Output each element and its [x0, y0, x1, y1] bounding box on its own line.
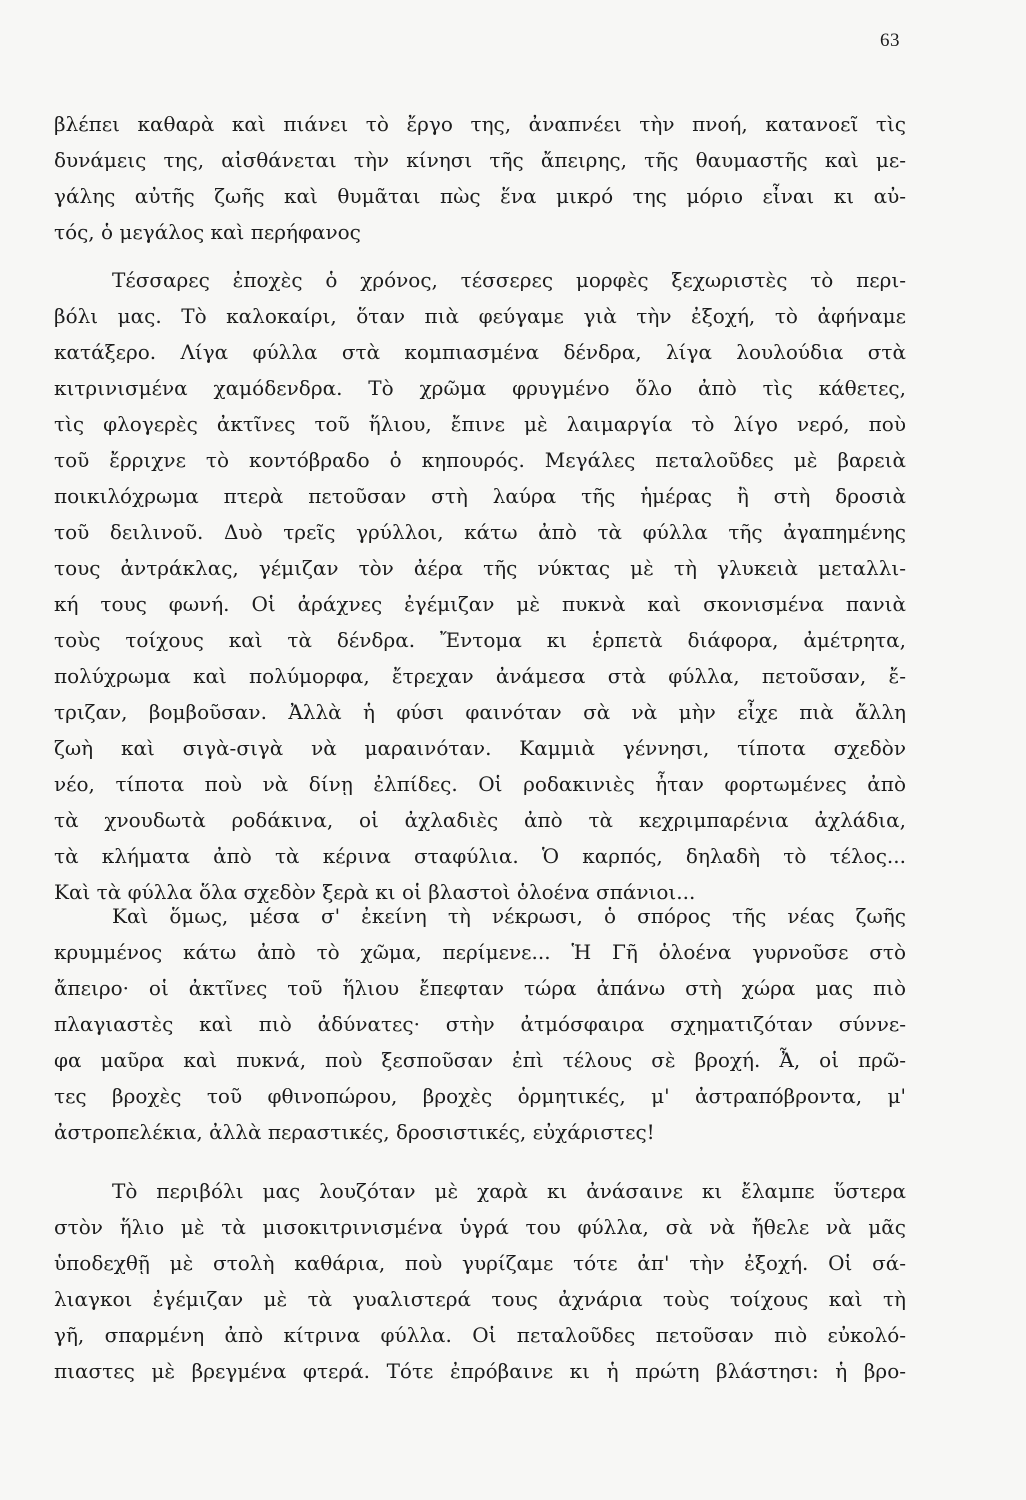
text-line: φα μαῦρα καὶ πυκνά, ποὺ ξεσποῦσαν ἐπὶ τέλους σὲ βροχή. Ἆ, οἱ πρῶ- [54, 1048, 906, 1072]
text-line: Καὶ τὰ φύλλα ὅλα σχεδὸν ξερὰ κι οἱ βλαστοὶ ὁλοένα σπάνιοι... [54, 880, 696, 904]
text-line: κρυμμένος κάτω ἀπὸ τὸ χῶμα, περίμενε... Ἡ Γῆ ὁλοένα γυρνοῦσε στὸ [54, 940, 906, 964]
text-line: ποικιλόχρωμα πτερὰ πετοῦσαν στὴ λαύρα τῆς ἡμέρας ἢ στὴ δροσιὰ [54, 484, 906, 508]
paragraph-1 [54, 106, 906, 250]
text-line: κιτρινισμένα χαμόδενδρα. Τὸ χρῶμα φρυγμένο ὅλο ἀπὸ τὶς κάθετες, [54, 376, 906, 400]
text-line: λιαγκοι ἐγέμιζαν μὲ τὰ γυαλιστερά τους ἀχνάρια τοὺς τοίχους καὶ τὴ [54, 1287, 906, 1311]
text-line: γάλης αὐτῆς ζωῆς καὶ θυμᾶται πὼς ἕνα μικρό της μόριο εἶναι κι αὐ- [54, 184, 906, 208]
text-line: τες βροχὲς τοῦ φθινοπώρου, βροχὲς ὁρμητικές, μ' ἀστραπόβροντα, μ' [54, 1084, 906, 1108]
text-line: πιαστες μὲ βρεγμένα φτερά. Τότε ἐπρόβαινε κι ἡ πρώτη βλάστησι: ἡ βρο- [54, 1359, 906, 1383]
text-line: βλέπει καθαρὰ καὶ πιάνει τὸ ἔργο της, ἀναπνέει τὴν πνοή, κατανοεῖ τὶς [54, 112, 906, 136]
text-line: Τὸ περιβόλι μας λουζόταν μὲ χαρὰ κι ἀνάσαινε κι ἔλαμπε ὕστερα [112, 1179, 906, 1203]
text-line: πολύχρωμα καὶ πολύμορφα, ἔτρεχαν ἀνάμεσα στὰ φύλλα, πετοῦσαν, ἔ- [54, 664, 906, 688]
text-line: τοῦ δειλινοῦ. Δυὸ τρεῖς γρύλλοι, κάτω ἀπὸ τὰ φύλλα τῆς ἀγαπημένης [54, 520, 906, 544]
text-line: ἀστροπελέκια, ἀλλὰ περαστικές, δροσιστικές, εὐχάριστες! [54, 1120, 655, 1144]
page-number: 63 [880, 30, 900, 51]
text-line: νέο, τίποτα ποὺ νὰ δίνῃ ἐλπίδες. Οἱ ροδακινιὲς ἦταν φορτωμένες ἀπὸ [54, 772, 906, 796]
text-line: γῆ, σπαρμένη ἀπὸ κίτρινα φύλλα. Οἱ πεταλοῦδες πετοῦσαν πιὸ εὐκολό- [54, 1323, 906, 1347]
text-line: τριζαν, βομβοῦσαν. Ἀλλὰ ἡ φύσι φαινόταν σὰ νὰ μὴν εἶχε πιὰ ἄλλη [54, 700, 906, 724]
text-line: τὶς φλογερὲς ἀκτῖνες τοῦ ἥλιου, ἔπινε μὲ λαιμαργία τὸ λίγο νερό, ποὺ [54, 412, 906, 436]
text-line: βόλι μας. Τὸ καλοκαίρι, ὅταν πιὰ φεύγαμε γιὰ τὴν ἐξοχή, τὸ ἀφήναμε [54, 304, 906, 328]
text-line: τοῦ ἔρριχνε τὸ κοντόβραδο ὁ κηπουρός. Μεγάλες πεταλοῦδες μὲ βαρειὰ [54, 448, 906, 472]
text-line: ζωὴ καὶ σιγὰ-σιγὰ νὰ μαραινόταν. Καμμιὰ γέννησι, τίποτα σχεδὸν [54, 736, 906, 760]
text-line: ἄπειρο· οἱ ἀκτῖνες τοῦ ἥλιου ἔπεφταν τώρα ἀπάνω στὴ χώρα μας πιὸ [54, 976, 906, 1000]
text-line: τοὺς τοίχους καὶ τὰ δένδρα. Ἔντομα κι ἑρπετὰ διάφορα, ἀμέτρητα, [54, 628, 906, 652]
paragraph-2 [54, 262, 906, 910]
text-line: κή τους φωνή. Οἱ ἀράχνες ἐγέμιζαν μὲ πυκνὰ καὶ σκονισμένα πανιὰ [54, 592, 906, 616]
text-line: τους ἀντράκλας, γέμιζαν τὸν ἀέρα τῆς νύκτας μὲ τὴ γλυκειὰ μεταλλι- [54, 556, 906, 580]
text-line: ὑποδεχθῇ μὲ στολὴ καθάρια, ποὺ γυρίζαμε τότε ἀπ' τὴν ἐξοχή. Οἱ σά- [54, 1251, 906, 1275]
text-line: κατάξερο. Λίγα φύλλα στὰ κομπιασμένα δένδρα, λίγα λουλούδια στὰ [54, 340, 906, 364]
text-line: στὸν ἥλιο μὲ τὰ μισοκιτρινισμένα ὑγρά του φύλλα, σὰ νὰ ἤθελε νὰ μᾶς [54, 1215, 906, 1239]
text-line: τὰ χνουδωτὰ ροδάκινα, οἱ ἀχλαδιὲς ἀπὸ τὰ κεχριμπαρένια ἀχλάδια, [54, 808, 906, 832]
paragraph-3 [54, 898, 906, 1150]
text-line: Τέσσαρες ἐποχὲς ὁ χρόνος, τέσσερες μορφὲς ξεχωριστὲς τὸ περι- [112, 268, 906, 292]
text-line: τὰ κλήματα ἀπὸ τὰ κέρινα σταφύλια. Ὁ καρπός, δηλαδὴ τὸ τέλος... [54, 844, 906, 868]
text-line: τός, ὁ μεγάλος καὶ περήφανος [54, 220, 361, 244]
text-line: πλαγιαστὲς καὶ πιὸ ἀδύνατες· στὴν ἀτμόσφαιρα σχηματιζόταν σύννε- [54, 1012, 906, 1036]
text-line: δυνάμεις της, αἰσθάνεται τὴν κίνησι τῆς ἄπειρης, τῆς θαυμαστῆς καὶ με- [54, 148, 906, 172]
paragraph-4 [54, 1173, 906, 1389]
text-line: Καὶ ὅμως, μέσα σ' ἐκείνη τὴ νέκρωσι, ὁ σπόρος τῆς νέας ζωῆς [112, 904, 906, 928]
